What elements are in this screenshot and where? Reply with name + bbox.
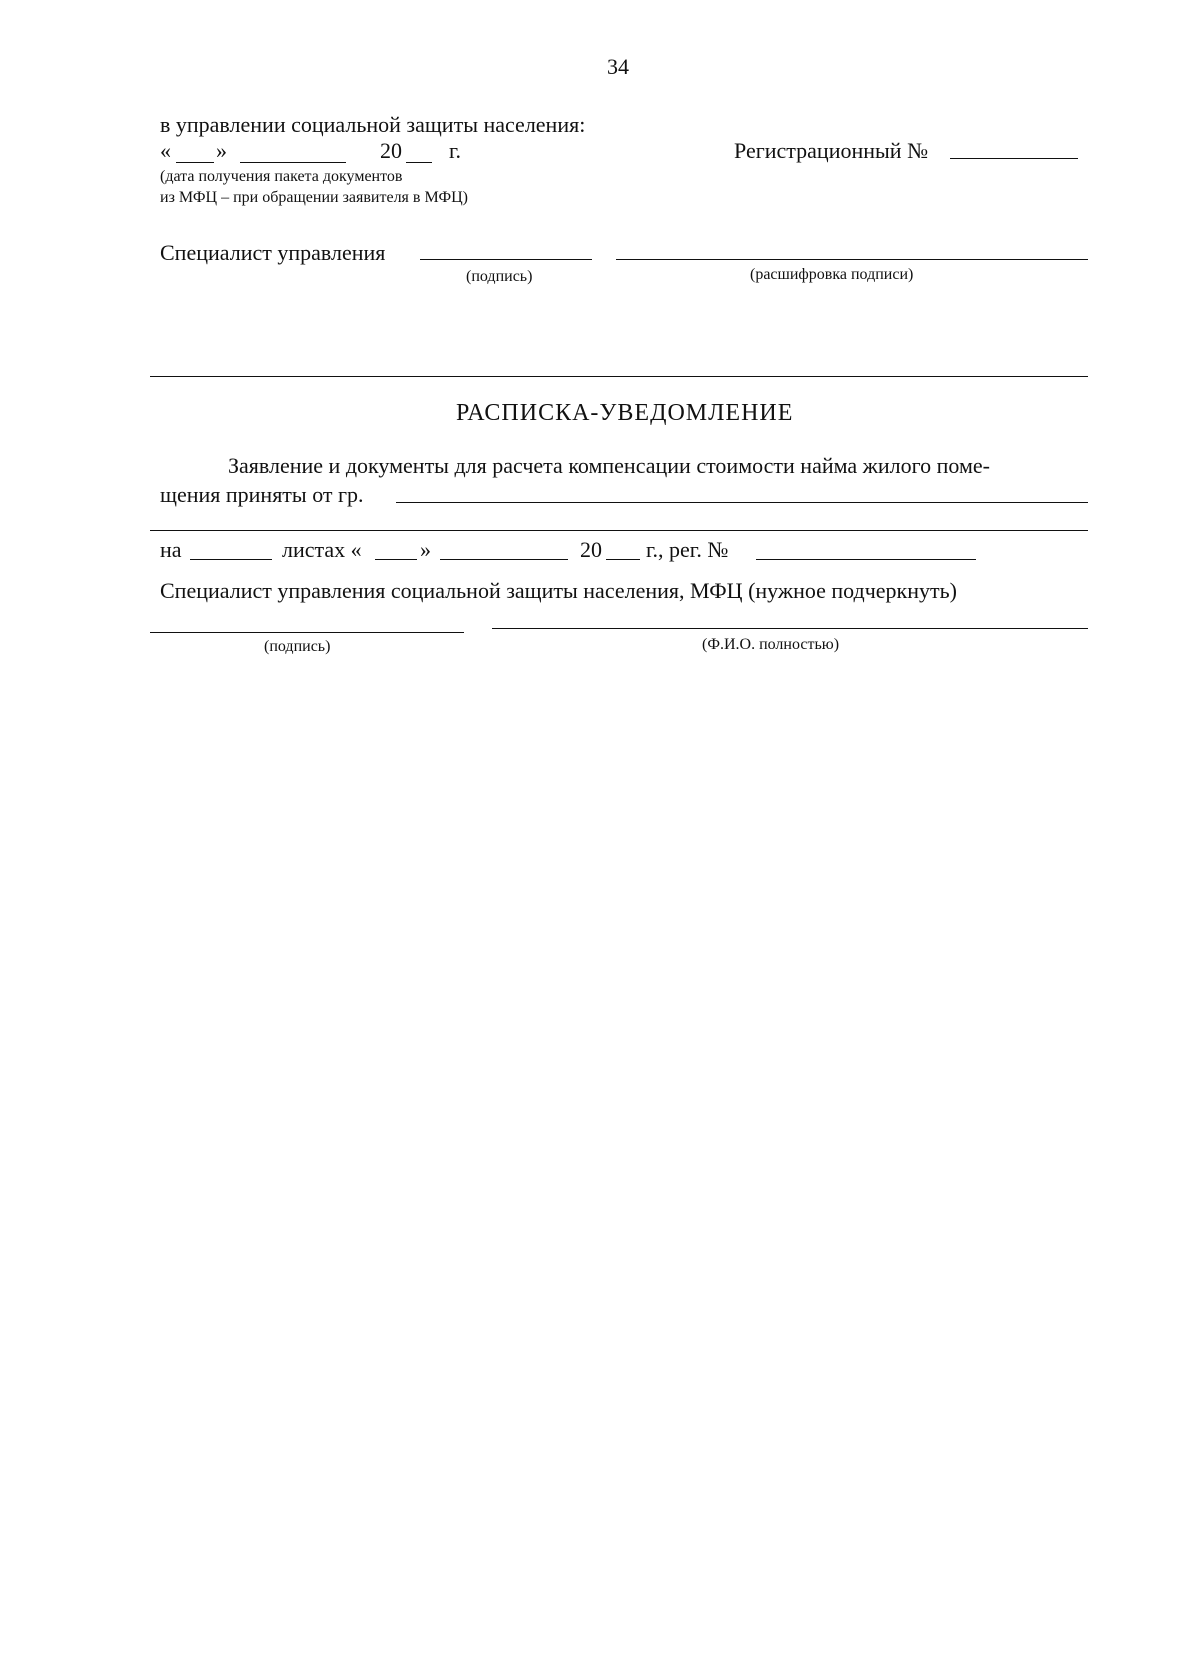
receipt-month-line [440, 559, 568, 560]
receipt-text-line1: Заявление и документы для расчета компенсации стоимости найма жилого поме- [228, 453, 990, 478]
receipt-year-prefix: 20 [580, 537, 602, 562]
sheets-count-line [190, 559, 272, 560]
date-year-suffix: г. [449, 138, 462, 163]
page-number: 34 [607, 54, 629, 79]
receipt-title: РАСПИСКА-УВЕДОМЛЕНИЕ [456, 400, 794, 426]
receipt-full-name-caption: (Ф.И.О. полностью) [702, 636, 840, 653]
receipt-close-quote: » [420, 537, 431, 562]
signature-caption: (подпись) [466, 268, 533, 285]
reg-number-line [950, 158, 1078, 159]
receipt-full-name-line [492, 628, 1088, 629]
receipt-reg-label: г., рег. № [646, 537, 729, 562]
dept-line: в управлении социальной защиты населения: [160, 112, 586, 137]
date-close-quote: » [216, 138, 227, 163]
receipt-year-line [606, 559, 640, 560]
specialist-label: Специалист управления [160, 240, 386, 265]
receipt-signature-caption: (подпись) [264, 638, 331, 655]
receipt-signature-line [150, 632, 464, 633]
year-blank-line [406, 162, 432, 163]
date-note-line1: (дата получения пакета документов [160, 168, 403, 185]
reg-number-label: Регистрационный № [734, 138, 929, 163]
applicant-name-line [396, 502, 1088, 503]
receipt-reg-number-line [756, 559, 976, 560]
applicant-name-line-2 [150, 530, 1088, 531]
sheets-label: листах « [282, 537, 362, 562]
date-open-quote: « [160, 138, 171, 163]
receipt-specialist-text: Специалист управления социальной защиты населения, МФЦ (нужное подчеркнуть) [160, 578, 957, 603]
receipt-day-line [375, 559, 417, 560]
section-separator [150, 376, 1088, 377]
day-blank-line [176, 162, 214, 163]
on-label: на [160, 537, 182, 562]
signature-decoding-caption: (расшифровка подписи) [750, 266, 914, 283]
signature-line [420, 259, 592, 260]
date-year-prefix: 20 [380, 138, 402, 163]
date-note-line2: из МФЦ – при обращении заявителя в МФЦ) [160, 189, 468, 206]
month-blank-line [240, 162, 346, 163]
signature-decoding-line [616, 259, 1088, 260]
receipt-text-line2: щения приняты от гр. [160, 482, 364, 507]
